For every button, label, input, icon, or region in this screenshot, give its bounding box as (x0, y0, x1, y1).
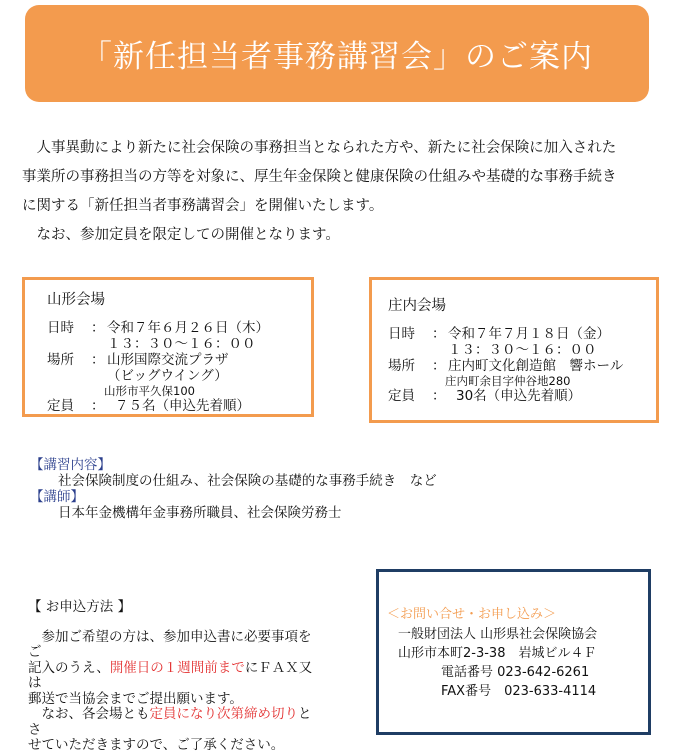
venue-date-row (388, 326, 656, 342)
page-title: 「新任担当者事務講習会」のご案内 (81, 39, 593, 75)
venue-place-row (388, 358, 656, 374)
colon: ： (432, 358, 446, 374)
venue-time: １３：３０〜１６：００ (448, 342, 597, 358)
capacity-label: 定員 (388, 388, 415, 404)
intro-line: に関する「新任担当者事務講習会」を開催いたします。 (22, 198, 384, 214)
apply-line (28, 707, 318, 738)
date-label: 日時 (388, 326, 415, 342)
contact-heading: ＜お問い合せ・お申し込み＞ (387, 607, 557, 622)
intro-text (22, 134, 662, 250)
apply-line (28, 661, 318, 692)
apply-capacity-note: 定員になり次第締め切り (149, 706, 298, 722)
venue-capacity-row (388, 388, 656, 404)
lecturer-heading: 【講師】 (30, 489, 84, 505)
apply-text: にＦＡＸ又は (28, 659, 313, 691)
venue-place: 庄内町文化創造館 響ホール (448, 358, 624, 374)
venue-address: 山形市平久保100 (104, 384, 195, 398)
venue-name: 山形会場 (47, 292, 105, 308)
lecturer: 日本年金機構年金事務所職員、社会保険労務士 (58, 505, 342, 521)
apply-text: 記入のうえ、 (28, 659, 110, 676)
contact-box (376, 569, 651, 735)
lecture-content: 社会保険制度の仕組み、社会保険の基礎的な事務手続き など (58, 473, 437, 489)
colon: ： (91, 320, 105, 336)
colon: ： (432, 326, 446, 342)
apply-section (28, 600, 318, 754)
title-banner (25, 5, 649, 102)
venue-date: 令和７年７月１８日（金） (448, 326, 610, 342)
intro-line: 事業所の事務担当の方等を対象に、厚生年金保険と健康保険の仕組みや基礎的な事務手続き (22, 169, 617, 185)
colon: ： (91, 352, 105, 368)
apply-text: とさ (28, 706, 312, 738)
apply-line: 郵送で当協会までご提出願います。 (28, 690, 243, 707)
colon: ： (432, 388, 446, 404)
venue-capacity: 30名（申込先着順） (456, 388, 582, 404)
venue-date-row (47, 320, 311, 336)
venue-place: 山形国際交流プラザ (107, 352, 229, 368)
apply-line: せていただきますので、ご了承ください。 (28, 737, 285, 753)
venue-capacity: ７５名（申込先着順） (115, 398, 250, 414)
colon: ： (91, 398, 105, 414)
venue-name: 庄内会場 (388, 298, 446, 314)
venue-place-sub: （ビッグウイング） (107, 368, 228, 384)
contact-org: 一般財団法人 山形県社会保険協会 (398, 627, 598, 642)
contact-fax: FAX番号 023-633-4114 (441, 684, 597, 699)
apply-line: 参加ご希望の方は、参加申込書に必要事項をご (28, 628, 312, 660)
intro-line: 人事異動により新たに社会保険の事務担当となられた方や、新たに社会保険に加入された (22, 140, 617, 156)
contact-tel: 電話番号 023-642-6261 (441, 665, 590, 680)
venue-place-row (47, 352, 311, 368)
apply-deadline: 開催日の１週間前まで (109, 659, 245, 676)
place-label: 場所 (47, 352, 74, 368)
venue-time: １３：３０〜１６：００ (107, 336, 256, 352)
venue-address: 庄内町余目字仲谷地280 (445, 374, 571, 388)
capacity-label: 定員 (47, 398, 74, 414)
venue-card-yamagata (22, 277, 314, 417)
lecture-content-heading: 【講習内容】 (30, 457, 111, 473)
venue-card-shonai (369, 277, 659, 423)
venue-date: 令和７年６月２６日（木） (107, 320, 269, 336)
intro-line: なお、参加定員を限定しての開催となります。 (22, 227, 340, 243)
date-label: 日時 (47, 320, 74, 336)
lecture-section (30, 457, 437, 521)
apply-text: なお、各会場とも (28, 706, 150, 722)
place-label: 場所 (388, 358, 415, 374)
venue-capacity-row (47, 398, 311, 414)
apply-heading: 【 お申込方法 】 (28, 599, 132, 615)
contact-address: 山形市本町2-3-38 岩城ビル４Ｆ (398, 646, 597, 661)
